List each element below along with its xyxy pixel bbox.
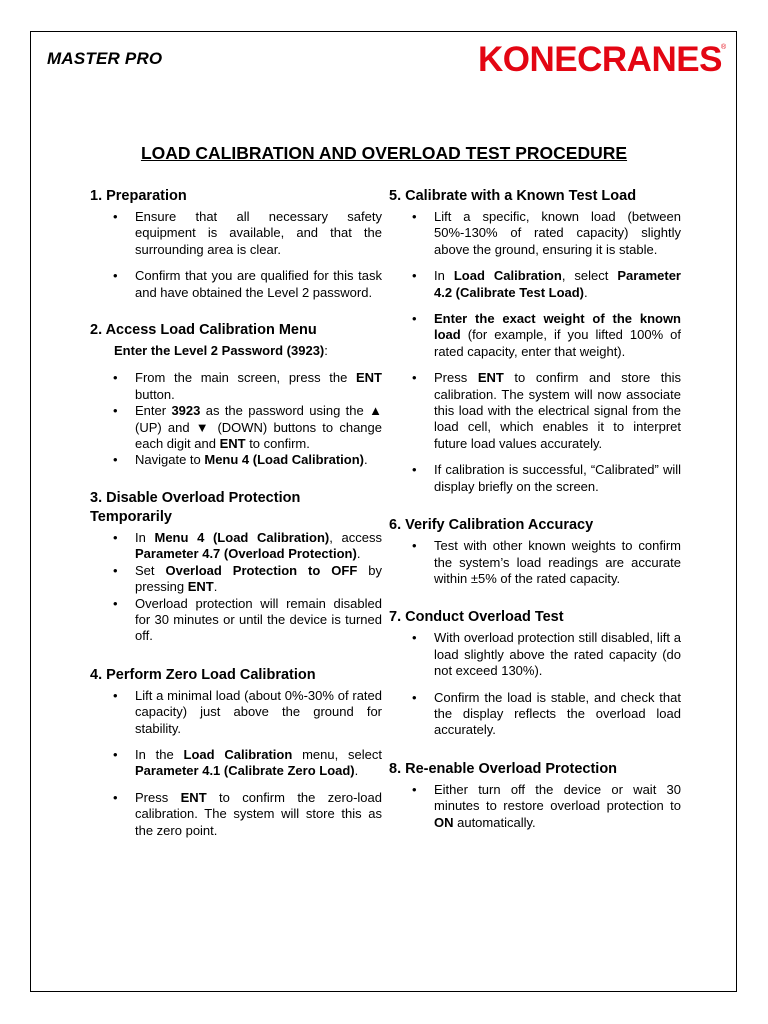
- text-bold: ENT: [180, 789, 207, 805]
- text: automatically.: [453, 814, 536, 830]
- section-heading: 3. Disable Overload Protection Temporarily: [90, 489, 301, 525]
- text-bold: ENT: [187, 579, 214, 595]
- text-bold: Load Calibration: [453, 268, 562, 284]
- text-bold: ON: [434, 814, 454, 830]
- text: to confirm and store this calibration. The system will now associate this load with the electrical signal from the load cell, which enables it to interpret future load values accurately.: [434, 370, 681, 451]
- section-heading: 4. Perform Zero Load Calibration: [90, 666, 316, 683]
- list-item: • Lift a minimal load (about 0%-30% of rated capacity) just above the ground for stability.: [90, 688, 382, 737]
- right-column: [389, 187, 681, 831]
- text: , select: [561, 268, 618, 284]
- section-known-load: [389, 187, 681, 495]
- text-bold: Parameter 4.7 (Overload Protection): [135, 546, 357, 562]
- text: Press: [135, 789, 181, 805]
- text: Press: [434, 370, 478, 386]
- section-access-menu: [90, 321, 382, 469]
- text: Enter: [135, 403, 172, 419]
- registered-mark: ®: [721, 44, 727, 51]
- list-item: • Overload protection will remain disabled for 30 minutes or until the device is turned off.: [90, 596, 382, 645]
- list-item: • If calibration is successful, “Calibrated” will display briefly on the screen.: [389, 462, 681, 495]
- text: .: [213, 579, 218, 595]
- list-item: [90, 747, 382, 780]
- left-column: [90, 187, 382, 839]
- text: In: [434, 268, 454, 284]
- text-bold: Overload Protection to OFF: [165, 562, 358, 578]
- list-item: • With overload protection still disabled, lift a load slightly above the rated capacity (do not exceed 130%).: [389, 630, 681, 679]
- section-reenable-overload: [389, 760, 681, 831]
- section-heading: 8. Re-enable Overload Protection: [389, 760, 618, 777]
- text: by pressing: [135, 562, 382, 595]
- section-verify-accuracy: [389, 516, 681, 587]
- text: menu, select: [292, 746, 382, 762]
- text-bold: Load Calibration: [183, 746, 293, 762]
- section-heading: 2. Access Load Calibration Menu: [90, 322, 317, 339]
- text: From the main screen, press the: [135, 370, 356, 386]
- section-heading: 1. Preparation: [90, 188, 187, 204]
- list-item: [90, 370, 382, 403]
- list-item: [389, 311, 681, 360]
- text-bold: Menu 4 (Load Calibration): [204, 452, 364, 468]
- password-label: Enter the Level 2 Password (3923): [114, 343, 325, 359]
- list-item: [90, 563, 382, 596]
- list-item: • Confirm that you are qualified for this task and have obtained the Level 2 password.: [90, 268, 382, 301]
- text: button.: [135, 386, 175, 402]
- list-item: [389, 370, 681, 452]
- product-name: MASTER PRO: [47, 49, 163, 68]
- konecranes-logo: KONECRANES: [478, 40, 722, 79]
- document-title: LOAD CALIBRATION AND OVERLOAD TEST PROCEDURE: [140, 143, 628, 163]
- text: as the password using the ▲ (UP) and ▼ (DOWN) buttons to change each digit and: [135, 403, 382, 452]
- text-bold: 3923: [171, 403, 201, 419]
- text: , access: [329, 529, 382, 545]
- list-item: [389, 782, 681, 831]
- list-item: [389, 268, 681, 301]
- list-item: • Confirm the load is stable, and check that the display reflects the overload load accurately.: [389, 690, 681, 739]
- text-bold: Enter the exact weight of the known load: [434, 311, 681, 343]
- list-item: • Test with other known weights to confirm the system’s load readings are accurate within ±5% of the rated capacity.: [389, 538, 681, 587]
- list-item: [90, 403, 382, 452]
- section-disable-overload: [90, 489, 382, 645]
- section-zero-calibration: [90, 666, 382, 839]
- list-item: [90, 790, 382, 839]
- list-item: • Lift a specific, known load (between 50%-130% of rated capacity) slightly above the ground, ensuring it is stable.: [389, 209, 681, 258]
- text-bold: Parameter 4.2 (Calibrate Test Load): [434, 268, 681, 300]
- list-item: • Ensure that all necessary safety equipment is available, and that the surrounding area is clear.: [90, 209, 382, 258]
- text: (for example, if you lifted 100% of rated capacity, enter that weight).: [434, 327, 681, 359]
- text: .: [354, 763, 359, 779]
- text: to confirm.: [245, 436, 310, 452]
- password-instruction: [114, 343, 382, 359]
- text: In: [135, 529, 155, 545]
- text-bold: ENT: [477, 370, 504, 386]
- text-bold: Parameter 4.1 (Calibrate Zero Load): [135, 763, 355, 779]
- text: .: [356, 546, 361, 562]
- text: .: [584, 284, 588, 300]
- text: In the: [135, 746, 184, 762]
- text: Set: [135, 562, 166, 578]
- section-heading: 5. Calibrate with a Known Test Load: [389, 188, 637, 204]
- section-overload-test: [389, 608, 681, 738]
- section-heading: 7. Conduct Overload Test: [389, 609, 564, 626]
- list-item: [90, 530, 382, 563]
- section-preparation: [90, 187, 382, 301]
- text-bold: ENT: [219, 436, 246, 452]
- text-bold: Menu 4 (Load Calibration): [154, 529, 330, 545]
- text-bold: ENT: [356, 370, 382, 386]
- text: Either turn off the device or wait 30 minutes to restore overload protection to: [434, 781, 681, 814]
- text: Navigate to: [135, 452, 205, 468]
- section-heading: 6. Verify Calibration Accuracy: [389, 517, 594, 534]
- text: .: [364, 452, 368, 468]
- text: to confirm the zero-load calibration. The system will store this as the zero point.: [135, 789, 382, 838]
- list-item: [90, 452, 382, 468]
- colon: :: [324, 343, 328, 359]
